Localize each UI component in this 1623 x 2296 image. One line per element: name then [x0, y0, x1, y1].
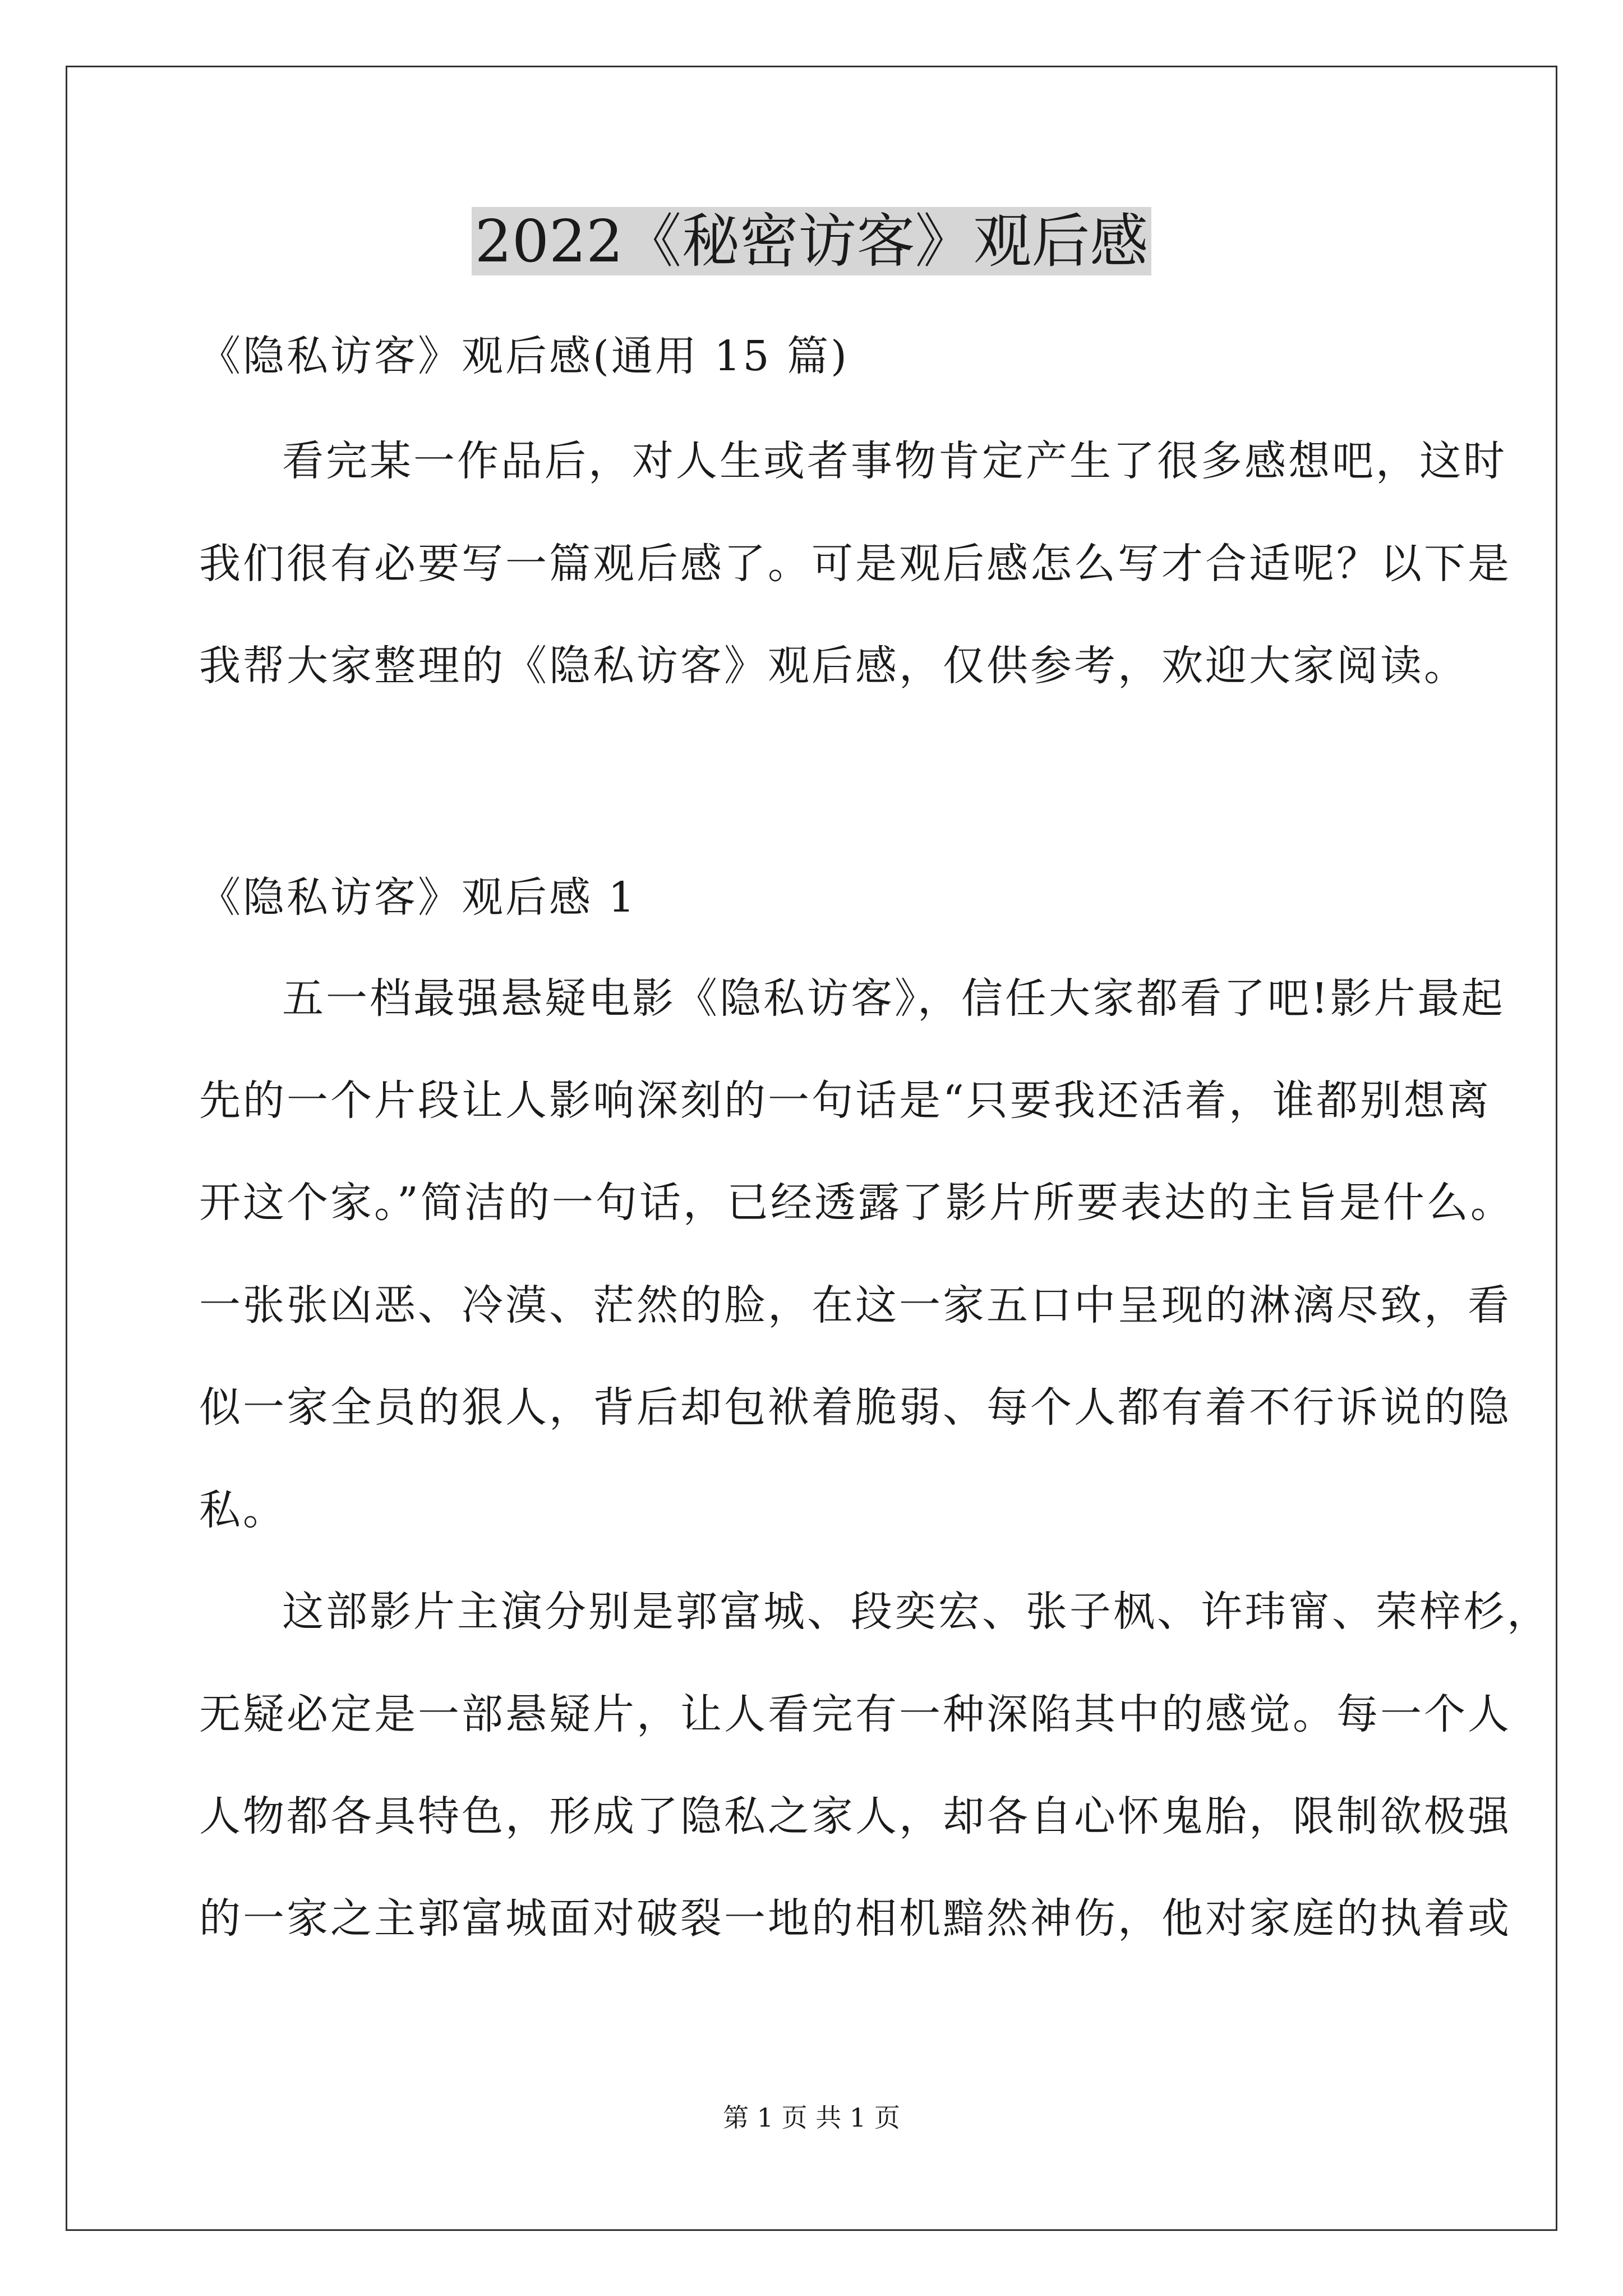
- paragraph1-line: 私。: [199, 1486, 287, 1534]
- document-subtitle: 《隐私访客》观后感(通用 15 篇): [199, 332, 849, 380]
- document-title-text: 2022《秘密访客》观后感: [472, 207, 1152, 275]
- section-heading: 《隐私访客》观后感 1: [199, 873, 637, 922]
- paragraph2-line: 的一家之主郭富城面对破裂一地的相机黯然神伤，他对家庭的执着或: [199, 1894, 1511, 1943]
- paragraph1-line: 五一档最强悬疑电影《隐私访客》，信任大家都看了吧!影片最起: [282, 974, 1505, 1023]
- paragraph1-line: 开这个家。”简洁的一句话，已经透露了影片所要表达的主旨是什么。: [199, 1179, 1514, 1227]
- paragraph1-line: 先的一个片段让人影响深刻的一句话是“只要我还活着，谁都别想离: [199, 1076, 1491, 1125]
- paragraph1-line: 似一家全员的狠人，背后却包袱着脆弱、每个人都有着不行诉说的隐: [199, 1383, 1511, 1432]
- paragraph1-line: 一张张凶恶、冷漠、茫然的脸，在这一家五口中呈现的淋漓尽致，看: [199, 1281, 1511, 1329]
- paragraph2-line: 人物都各具特色，形成了隐私之家人，却各自心怀鬼胎，限制欲极强: [199, 1792, 1511, 1841]
- intro-line: 我帮大家整理的《隐私访客》观后感，仅供参考，欢迎大家阅读。: [199, 642, 1468, 690]
- page-number-footer: 第 1 页 共 1 页: [723, 2102, 900, 2133]
- paragraph2-line: 无疑必定是一部悬疑片，让人看完有一种深陷其中的感觉。每一个人: [199, 1690, 1511, 1738]
- intro-line: 我们很有必要写一篇观后感了。可是观后感怎么写才合适呢？以下是: [199, 540, 1511, 588]
- paragraph2-line: 这部影片主演分别是郭富城、段奕宏、张子枫、许玮甯、荣梓杉，: [282, 1588, 1551, 1636]
- intro-line: 看完某一作品后，对人生或者事物肯定产生了很多感想吧，这时: [282, 437, 1507, 485]
- document-title: [0, 202, 1623, 280]
